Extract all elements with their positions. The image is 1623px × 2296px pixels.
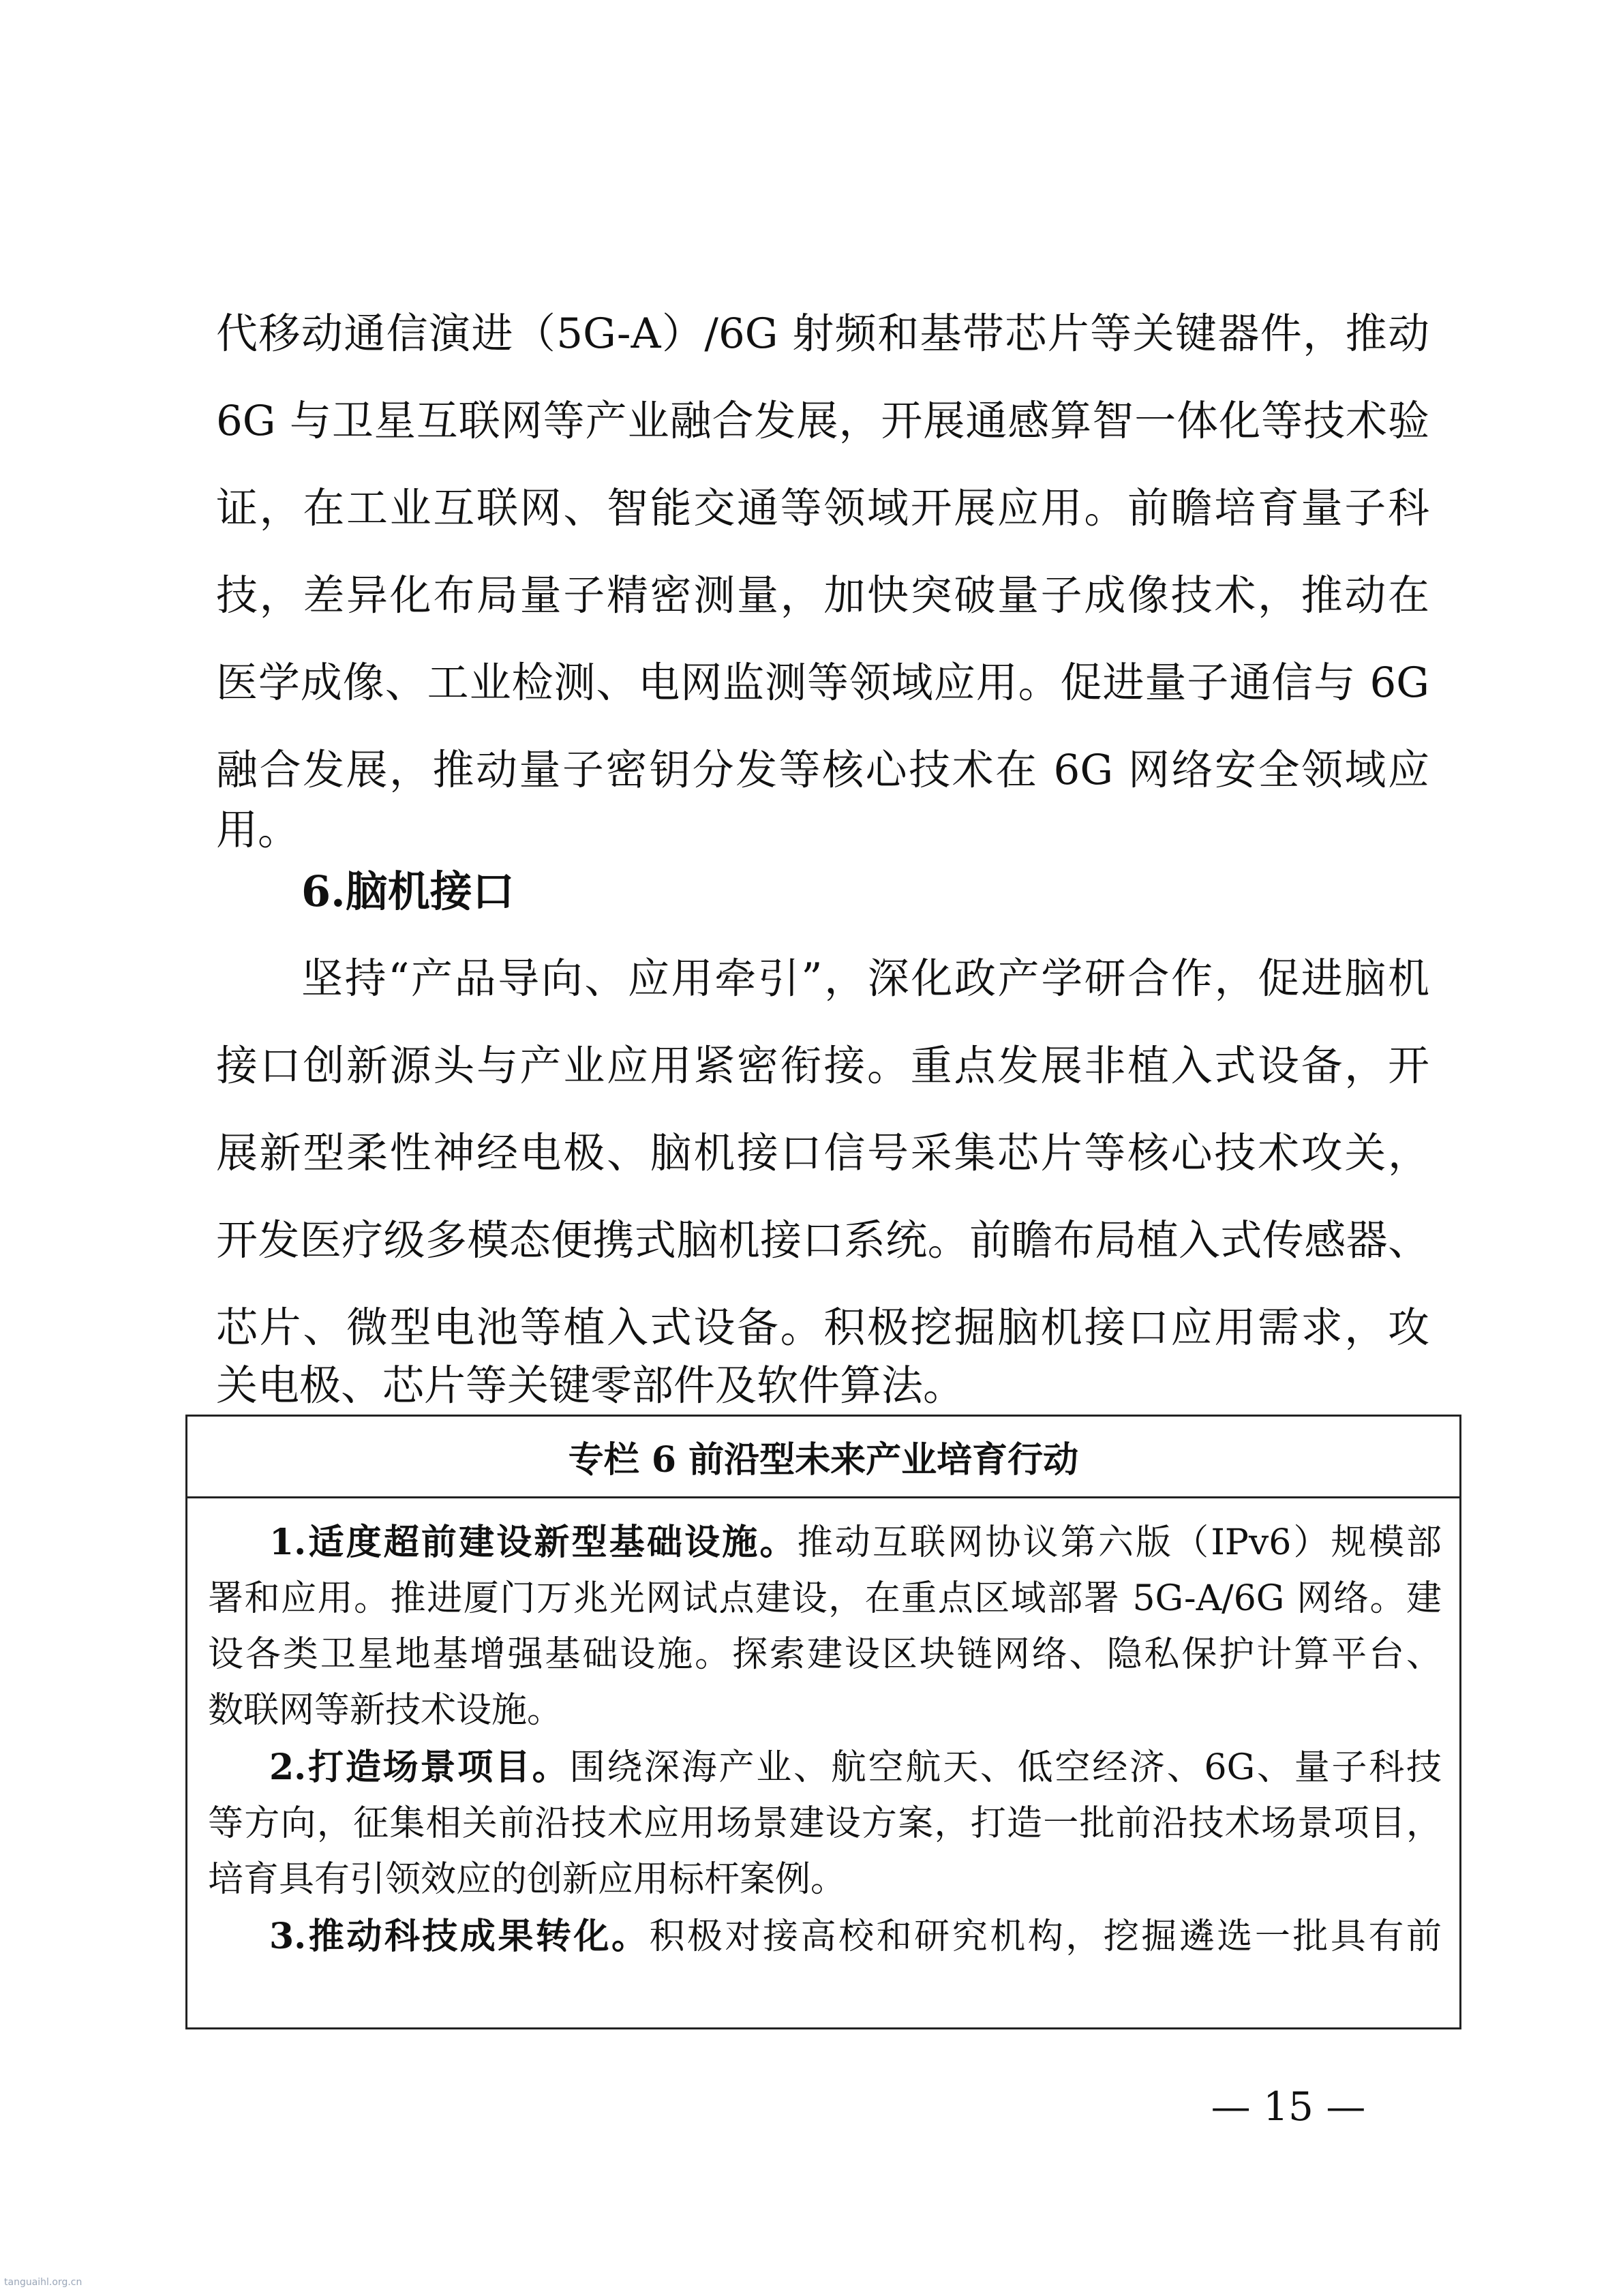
box-item-line: 等方向，征集相关前沿技术应用场景建设方案，打造一批前沿技术场景项目， [208, 1803, 1442, 1844]
body-text-line: 证，在工业互联网、智能交通等领域开展应用。前瞻培育量子科 [216, 484, 1429, 532]
box-item-text: 推动互联网协议第六版（IPv6）规模部 [797, 1522, 1442, 1563]
body-text-line: 技，差异化布局量子精密测量，加快突破量子成像技术，推动在 [216, 571, 1429, 620]
box-item-text: 积极对接高校和研究机构，挖掘遴选一批具有前 [649, 1916, 1442, 1957]
body-text-line: 用。 [216, 806, 300, 854]
body-text-line: 开发医疗级多模态便携式脑机接口系统。前瞻布局植入式传感器、 [216, 1216, 1429, 1265]
box-item-line: 设各类卫星地基增强基础设施。探索建设区块链网络、隐私保护计算平台、 [208, 1634, 1442, 1675]
column-box [185, 1415, 1461, 2029]
body-text-line: 坚持“产品导向、应用牵引”，深化政产学研合作，促进脑机 [301, 954, 1429, 1003]
column-box-title: 专栏 6 前沿型未来产业培育行动 [187, 1417, 1459, 1498]
body-text-line: 医学成像、工业检测、电网监测等领域应用。促进量子通信与 6G [216, 659, 1429, 707]
body-text-line: 展新型柔性神经电极、脑机接口信号采集芯片等核心技术攻关， [216, 1129, 1429, 1177]
page-number: — 15 — [1211, 2083, 1366, 2130]
box-item-heading: 3.推动科技成果转化。 [269, 1916, 650, 1957]
body-text-line: 接口创新源头与产业应用紧密衔接。重点发展非植入式设备，开 [216, 1042, 1429, 1090]
box-item-line [269, 1913, 1442, 1961]
watermark: tanguaihl.org.cn [4, 2277, 82, 2288]
box-item-line [269, 1744, 1442, 1792]
body-text-line: 融合发展，推动量子密钥分发等核心技术在 6G 网络安全领域应 [216, 746, 1429, 794]
box-item-text: 围绕深海产业、航空航天、低空经济、6G、量子科技 [569, 1747, 1442, 1788]
box-item-heading: 2.打造场景项目。 [269, 1747, 570, 1788]
body-text-line: 芯片、微型电池等植入式设备。积极挖掘脑机接口应用需求，攻 [216, 1303, 1429, 1352]
box-item-line: 署和应用。推进厦门万兆光网试点建设，在重点区域部署 5G-A/6G 网络。建 [208, 1578, 1442, 1619]
box-item-line [269, 1519, 1442, 1567]
section-heading: 6.脑机接口 [301, 866, 515, 916]
box-item-line: 培育具有引领效应的创新应用标杆案例。 [208, 1859, 847, 1900]
body-text-line: 关电极、芯片等关键零部件及软件算法。 [216, 1361, 965, 1410]
box-item-line: 数联网等新技术设施。 [208, 1690, 563, 1731]
body-text-line: 代移动通信演进（5G-A）/6G 射频和基带芯片等关键器件，推动 [216, 309, 1429, 358]
body-text-line: 6G 与卫星互联网等产业融合发展，开展通感算智一体化等技术验 [216, 397, 1429, 445]
box-item-heading: 1.适度超前建设新型基础设施。 [269, 1522, 798, 1563]
